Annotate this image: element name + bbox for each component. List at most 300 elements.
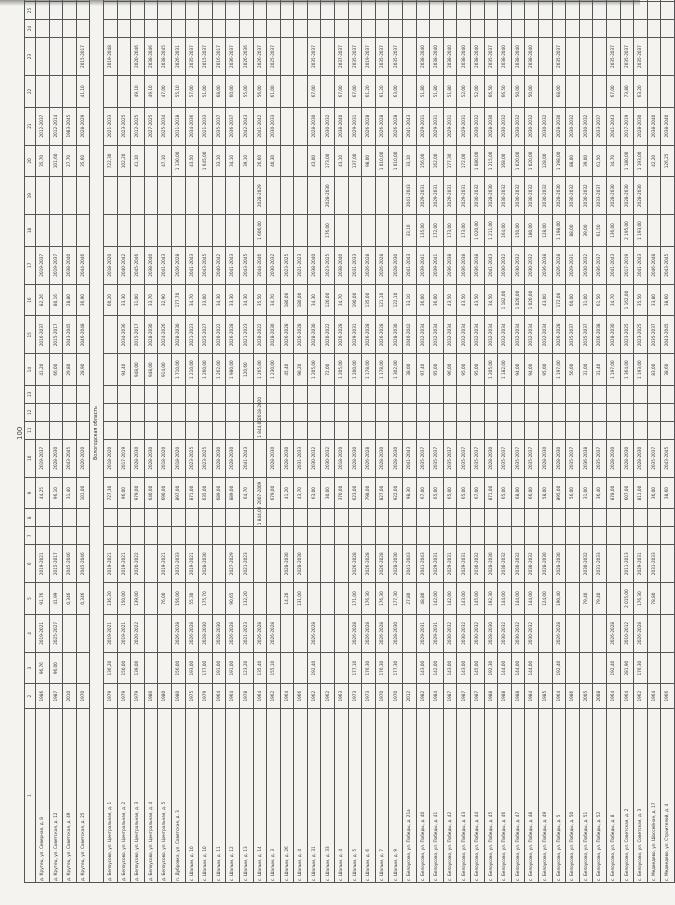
table-cell: 2038-2040 xyxy=(63,246,77,284)
table-cell xyxy=(389,0,403,2)
table-row xyxy=(661,0,675,883)
table-cell: 122,10 xyxy=(389,284,403,315)
year-cell: 1970 xyxy=(389,684,403,709)
table-cell xyxy=(538,37,552,75)
table-cell: 2019-2037 xyxy=(362,37,376,75)
table-cell xyxy=(647,614,661,652)
table-cell xyxy=(117,385,131,403)
table-cell xyxy=(593,403,607,421)
table-cell: 2018-2020 xyxy=(103,439,117,477)
table-cell: 2036-2037 xyxy=(226,107,240,145)
table-cell xyxy=(267,385,281,403)
table-cell xyxy=(131,421,145,439)
table-cell: 1 197,00 xyxy=(552,354,566,385)
table-row xyxy=(538,0,552,883)
table-cell: 40,30 xyxy=(267,145,281,176)
table-cell: 145,00 xyxy=(471,583,485,614)
table-cell xyxy=(606,385,620,403)
table-cell xyxy=(103,2,117,20)
table-cell xyxy=(416,2,430,20)
table-cell: 156,00 xyxy=(171,652,185,683)
table-cell xyxy=(321,403,335,421)
table-cell xyxy=(103,215,117,246)
table-cell xyxy=(185,177,199,215)
table-cell: 2019-2037 xyxy=(36,246,50,284)
table-cell xyxy=(389,2,403,20)
table-cell: 281,90 xyxy=(620,652,634,683)
table-cell: 1 265,00 xyxy=(253,354,267,385)
table-cell xyxy=(566,0,580,2)
year-cell: 1986 xyxy=(36,684,50,709)
table-cell xyxy=(606,20,620,38)
table-cell: 51,00 xyxy=(199,76,213,107)
table-cell: 2028-2030 xyxy=(389,545,403,583)
table-cell xyxy=(661,385,675,403)
table-cell: 2030-2032 xyxy=(525,246,539,284)
table-cell: 2021-2023 xyxy=(185,316,199,354)
table-cell: 1 162,00 xyxy=(620,284,634,315)
table-cell xyxy=(63,527,77,545)
table-cell: 2 015,00 xyxy=(620,583,634,614)
table-cell: 2015-2017 xyxy=(131,316,145,354)
table-cell: 51,80 xyxy=(443,76,457,107)
table-cell xyxy=(199,2,213,20)
table-cell xyxy=(76,0,90,2)
table-cell: 2028-2030 xyxy=(144,316,158,354)
table-cell: 36,00 xyxy=(430,284,444,315)
table-cell: 2035-2037 xyxy=(498,439,512,477)
table-cell: 2019-2037 xyxy=(36,439,50,477)
table-cell xyxy=(620,385,634,403)
table-cell xyxy=(199,20,213,38)
table-cell xyxy=(63,0,77,2)
table-cell: 2026-2028 xyxy=(362,545,376,583)
table-cell: 28,80 xyxy=(63,284,77,315)
table-cell xyxy=(606,403,620,421)
table-cell: 2032-2034 xyxy=(457,316,471,354)
table-cell: 2016-2037 xyxy=(36,316,50,354)
table-cell xyxy=(239,421,253,439)
table-cell: 96,00 xyxy=(443,354,457,385)
year-cell: 1966 xyxy=(661,684,675,709)
table-cell: 2032-2034 xyxy=(498,316,512,354)
address-cell: с. Шалым, д. 12 xyxy=(226,709,240,883)
table-cell: 31,00 xyxy=(579,354,593,385)
table-cell: 1 197,00 xyxy=(606,354,620,385)
table-cell: 2035-2037 xyxy=(389,37,403,75)
table-cell: 635,00 xyxy=(199,477,213,508)
table-cell: 177,70 xyxy=(171,284,185,315)
table-cell: 94,00 xyxy=(511,354,525,385)
table-cell: 67,00 xyxy=(348,76,362,107)
table-cell xyxy=(158,215,172,246)
table-cell xyxy=(579,37,593,75)
table-cell: 2041-2043 xyxy=(634,246,648,284)
table-cell xyxy=(239,2,253,20)
table-cell xyxy=(661,421,675,439)
table-cell xyxy=(117,2,131,20)
table-cell: 2012-2014 xyxy=(49,107,63,145)
table-cell: 34,70 xyxy=(606,145,620,176)
table-cell: 2028-2030 xyxy=(307,107,321,145)
table-cell: 49,10 xyxy=(131,76,145,107)
table-cell: 56,00 xyxy=(566,477,580,508)
table-cell: 2036-2038 xyxy=(443,246,457,284)
table-cell: 2041-2043 xyxy=(484,246,498,284)
table-cell: 67,00 xyxy=(471,477,485,508)
table-cell xyxy=(294,76,308,107)
table-cell xyxy=(117,37,131,75)
table-cell xyxy=(348,2,362,20)
table-cell xyxy=(498,0,512,2)
address-cell: д. Крутец, ул. Советская, д. 25 xyxy=(76,709,90,883)
table-cell: 2035-2037 xyxy=(443,439,457,477)
table-cell: 2015-2017 xyxy=(49,545,63,583)
table-cell xyxy=(348,421,362,439)
table-cell xyxy=(403,76,417,107)
year-cell: 1964 xyxy=(606,684,620,709)
table-cell: 1 364,00 xyxy=(620,354,634,385)
table-cell: 2035-2037 xyxy=(566,439,580,477)
table-cell xyxy=(403,509,417,527)
table-cell xyxy=(538,509,552,527)
table-cell: 2015-2017 xyxy=(49,316,63,354)
table-cell: 48,80 xyxy=(416,583,430,614)
table-cell: 2026-2028 xyxy=(294,316,308,354)
table-cell: 136,00 xyxy=(606,215,620,246)
table-cell xyxy=(280,527,294,545)
table-cell: 1 844,00 xyxy=(253,421,267,439)
table-cell xyxy=(267,583,281,614)
table-cell: 2035-2037 xyxy=(348,37,362,75)
table-cell xyxy=(49,37,63,75)
table-cell xyxy=(103,527,117,545)
table-row xyxy=(498,0,512,883)
table-cell xyxy=(430,527,444,545)
table-row xyxy=(239,0,253,883)
table-cell: 52,00 xyxy=(471,76,485,107)
table-cell: 2032-2034 xyxy=(443,316,457,354)
table-cell: 150,00 xyxy=(117,583,131,614)
table-cell xyxy=(226,403,240,421)
address-cell: д. Крутец, ул. Советская, д. 49 xyxy=(63,709,77,883)
table-row xyxy=(280,0,294,883)
table-cell: 91,76 xyxy=(36,583,50,614)
table-cell xyxy=(117,177,131,215)
table-cell xyxy=(457,421,471,439)
table-cell: 14,20 xyxy=(280,583,294,614)
table-cell: 142,00 xyxy=(430,652,444,683)
table-cell: 95,00 xyxy=(457,354,471,385)
table-cell: 64,70 xyxy=(239,477,253,508)
table-cell: 2019-2021 xyxy=(36,545,50,583)
table-cell xyxy=(294,403,308,421)
table-cell xyxy=(280,37,294,75)
table-cell xyxy=(389,177,403,215)
table-cell: 39,10 xyxy=(239,145,253,176)
table-cell xyxy=(76,2,90,20)
address-cell: с. Шалым, д. 33 xyxy=(321,709,335,883)
table-cell: 2041-2043 xyxy=(185,246,199,284)
table-cell xyxy=(511,509,525,527)
table-cell: 192,40 xyxy=(552,652,566,683)
table-cell: 2030-2032 xyxy=(498,246,512,284)
table-cell: 2041-2043 xyxy=(158,246,172,284)
year-cell: 1984 xyxy=(525,684,539,709)
table-cell xyxy=(49,177,63,215)
table-cell xyxy=(335,177,349,215)
address-cell: с. Белоусово, ул. Победы, д. 45 xyxy=(484,709,498,883)
table-cell xyxy=(239,20,253,38)
table-cell: 2031-2033 xyxy=(294,439,308,477)
table-cell xyxy=(131,0,145,2)
table-cell xyxy=(430,385,444,403)
table-cell: 2030-2032 xyxy=(498,545,512,583)
table-row xyxy=(335,0,349,883)
year-cell: 1988 xyxy=(498,684,512,709)
table-cell: 2035-2037 xyxy=(307,37,321,75)
table-cell: 31,00 xyxy=(579,284,593,315)
table-cell: 2040-2042 xyxy=(212,246,226,284)
table-cell: 2026-2028 xyxy=(634,614,648,652)
table-cell: 2023-2025 xyxy=(117,107,131,145)
table-row xyxy=(76,0,90,883)
table-cell xyxy=(294,385,308,403)
table-cell xyxy=(144,545,158,583)
table-cell: 0,346 xyxy=(63,583,77,614)
table-cell xyxy=(158,403,172,421)
table-cell xyxy=(158,2,172,20)
table-row xyxy=(212,0,226,883)
table-cell: 51,80 xyxy=(430,76,444,107)
table-cell: 2029-2031 xyxy=(416,614,430,652)
table-cell xyxy=(566,37,580,75)
table-cell xyxy=(103,385,117,403)
table-cell xyxy=(579,385,593,403)
table-cell: 43,50 xyxy=(457,284,471,315)
table-cell xyxy=(253,583,267,614)
table-cell xyxy=(226,527,240,545)
table-cell xyxy=(348,215,362,246)
table-cell: 124,00 xyxy=(538,583,552,614)
table-cell: 1 178,00 xyxy=(375,354,389,385)
table-cell xyxy=(49,20,63,38)
table-cell xyxy=(335,527,349,545)
table-cell: 2023-2025 xyxy=(620,316,634,354)
table-cell xyxy=(593,385,607,403)
table-cell xyxy=(593,652,607,683)
table-cell: 2028-2030 xyxy=(212,614,226,652)
table-cell: 2028-2030 xyxy=(552,439,566,477)
table-cell xyxy=(171,509,185,527)
table-cell xyxy=(131,509,145,527)
table-cell xyxy=(185,527,199,545)
table-cell xyxy=(661,2,675,20)
table-cell xyxy=(294,215,308,246)
table-cell xyxy=(389,527,403,545)
table-cell xyxy=(335,215,349,246)
table-cell: 2026-2028 xyxy=(552,614,566,652)
table-cell xyxy=(49,421,63,439)
table-cell: 55,10 xyxy=(171,76,185,107)
year-cell: 1988 xyxy=(484,684,498,709)
table-cell: 191,00 xyxy=(226,652,240,683)
table-cell: 180,00 xyxy=(294,284,308,315)
table-cell: 2046-2048 xyxy=(76,316,90,354)
table-cell: 1 020,00 xyxy=(525,145,539,176)
table-cell: 2041-2043 xyxy=(403,177,417,215)
table-cell xyxy=(49,0,63,2)
year-cell: 1964 xyxy=(226,684,240,709)
table-cell: 2032-2034 xyxy=(471,316,485,354)
table-cell: 2038-2040 xyxy=(661,107,675,145)
table-cell: 2043-2045 xyxy=(63,316,77,354)
table-cell xyxy=(348,0,362,2)
table-cell xyxy=(552,421,566,439)
table-cell xyxy=(538,527,552,545)
table-cell xyxy=(36,2,50,20)
table-cell: 123,20 xyxy=(239,652,253,683)
table-cell xyxy=(49,509,63,527)
table-cell: 2036-2038 xyxy=(457,246,471,284)
table-cell: 2026-2028 xyxy=(389,107,403,145)
table-cell: 2028-2030 xyxy=(389,246,403,284)
table-cell: 2026-2028 xyxy=(375,614,389,652)
table-cell xyxy=(36,177,50,215)
table-cell xyxy=(362,20,376,38)
table-cell xyxy=(634,2,648,20)
table-cell: 36,40 xyxy=(593,477,607,508)
column-number-23: 23 xyxy=(25,37,36,75)
table-cell: 2030-2032 xyxy=(511,545,525,583)
table-cell xyxy=(294,2,308,20)
table-cell xyxy=(335,583,349,614)
table-cell: 2012-2037 xyxy=(36,107,50,145)
table-cell xyxy=(212,421,226,439)
table-cell xyxy=(647,421,661,439)
table-cell: 136,20 xyxy=(103,652,117,683)
table-cell: 1 020,00 xyxy=(511,145,525,176)
table-cell: 2020-2022 xyxy=(212,316,226,354)
address-cell: с. Шалым, д. 26 xyxy=(280,709,294,883)
table-cell xyxy=(498,385,512,403)
table-cell xyxy=(593,421,607,439)
table-cell: 2035-2037 xyxy=(606,37,620,75)
table-cell: 878,00 xyxy=(606,477,620,508)
table-cell xyxy=(253,439,267,477)
table-cell: 798,00 xyxy=(362,477,376,508)
table-section xyxy=(90,0,104,883)
table-cell: 2030-2032 xyxy=(579,545,593,583)
column-number-6: 6 xyxy=(25,545,36,583)
table-cell: 175,70 xyxy=(199,583,213,614)
table-cell xyxy=(375,2,389,20)
table-cell: 2028-2030 xyxy=(606,177,620,215)
table-cell: 2023-2025 xyxy=(199,439,213,477)
table-cell xyxy=(212,0,226,2)
table-cell: 98,20 xyxy=(294,354,308,385)
table-cell xyxy=(131,177,145,215)
table-cell xyxy=(253,527,267,545)
table-cell: 1 606,00 xyxy=(253,215,267,246)
table-cell: 2011-2013 xyxy=(620,545,634,583)
table-cell xyxy=(212,2,226,20)
table-cell xyxy=(212,545,226,583)
table-cell: 2041-2043 xyxy=(403,545,417,583)
table-cell: 49,10 xyxy=(144,76,158,107)
table-cell xyxy=(144,614,158,652)
table-cell: 43,10 xyxy=(335,145,349,176)
table-cell xyxy=(661,545,675,583)
table-cell: 55,30 xyxy=(185,583,199,614)
table-cell xyxy=(579,614,593,652)
table-cell xyxy=(171,20,185,38)
table-cell: 57,00 xyxy=(185,76,199,107)
table-cell xyxy=(525,385,539,403)
table-cell xyxy=(171,403,185,421)
table-cell xyxy=(199,0,213,2)
table-cell: 2018-2020 xyxy=(103,246,117,284)
table-cell: 2035-2037 xyxy=(647,439,661,477)
table-cell xyxy=(158,385,172,403)
table-cell: 41,20 xyxy=(280,477,294,508)
table-cell xyxy=(63,614,77,652)
column-number-1: 1 xyxy=(25,709,36,883)
table-cell xyxy=(280,403,294,421)
table-cell: 97,40 xyxy=(416,354,430,385)
table-cell xyxy=(49,2,63,20)
table-cell: 623,00 xyxy=(348,477,362,508)
column-number-14: 14 xyxy=(25,354,36,385)
table-cell: 143,00 xyxy=(457,583,471,614)
column-number-16: 16 xyxy=(25,284,36,315)
table-cell: 135,00 xyxy=(416,215,430,246)
table-cell: 73,80 xyxy=(620,76,634,107)
table-cell: 2026-2028 xyxy=(552,316,566,354)
table-row xyxy=(620,0,634,883)
year-cell: 1964 xyxy=(647,684,661,709)
table-cell xyxy=(566,2,580,20)
table-cell: 2038-2040 xyxy=(471,37,485,75)
table-cell xyxy=(538,76,552,107)
table-cell: 2028-2029 xyxy=(253,177,267,215)
table-cell: 2032-2034 xyxy=(484,316,498,354)
table-cell: 2043-2045 xyxy=(63,439,77,477)
table-cell: 144,00 xyxy=(498,652,512,683)
table-cell: 2028-2030 xyxy=(552,545,566,583)
table-cell: 2019-2021 xyxy=(185,545,199,583)
table-cell: 2028-2030 xyxy=(171,316,185,354)
table-cell xyxy=(362,421,376,439)
table-cell: 33,10 xyxy=(403,284,417,315)
table-cell xyxy=(484,20,498,38)
column-number-5: 5 xyxy=(25,583,36,614)
table-cell xyxy=(49,385,63,403)
table-cell: 2030-2032 xyxy=(498,614,512,652)
table-cell xyxy=(457,385,471,403)
table-cell xyxy=(36,215,50,246)
table-cell xyxy=(335,385,349,403)
table-cell xyxy=(416,20,430,38)
table-cell xyxy=(471,403,485,421)
table-cell: 2030-2032 xyxy=(579,107,593,145)
table-cell: 2035-2037 xyxy=(566,316,580,354)
table-cell xyxy=(131,215,145,246)
table-cell xyxy=(416,403,430,421)
table-cell: 2028-2030 xyxy=(131,439,145,477)
table-cell: 370,00 xyxy=(335,477,349,508)
table-cell xyxy=(552,0,566,2)
